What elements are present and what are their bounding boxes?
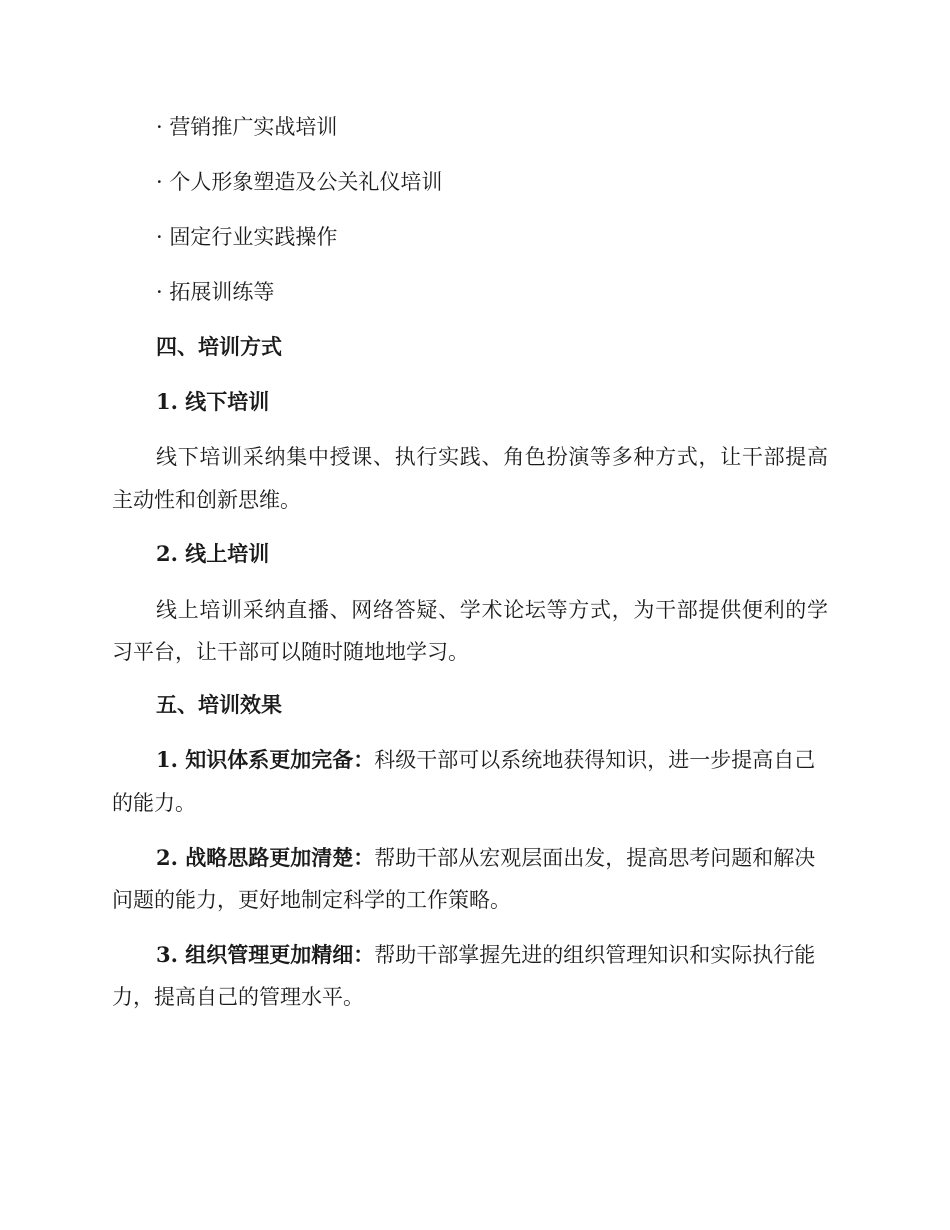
section-heading: 四、培训方式: [156, 334, 282, 359]
paragraph-line: 力，提高自己的管理水平。: [112, 985, 364, 1009]
effect-item: [156, 747, 815, 773]
subsection-title: 2. 线上培训: [156, 541, 270, 566]
effect-item: [156, 845, 815, 871]
paragraph-line: 线下培训采纳集中授课、执行实践、角色扮演等多种方式，让干部提高: [156, 445, 828, 469]
paragraph-line: 习平台，让干部可以随时随地地学习。: [112, 640, 469, 664]
paragraph-line: 线上培训采纳直播、网络答疑、学术论坛等方式，为干部提供便利的学: [156, 598, 828, 622]
section-heading: 五、培训效果: [156, 692, 282, 717]
effect-item-text: 帮助干部从宏观层面出发，提高思考问题和解决: [374, 846, 816, 870]
effect-item-text: 科级干部可以系统地获得知识，进一步提高自己: [374, 748, 816, 772]
effect-item-lead: 1. 知识体系更加完备：: [156, 747, 375, 772]
effect-item-lead: 3. 组织管理更加精细：: [156, 942, 375, 967]
effect-item-lead: 2. 战略思路更加清楚：: [156, 845, 375, 870]
subsection-title: 1. 线下培训: [156, 389, 270, 414]
paragraph-line: 问题的能力，更好地制定科学的工作策略。: [112, 888, 511, 912]
bullet-item: · 拓展训练等: [156, 280, 275, 304]
paragraph-line: 的能力。: [112, 791, 196, 815]
effect-item-text: 帮助干部掌握先进的组织管理知识和实际执行能: [374, 943, 816, 967]
bullet-item: · 固定行业实践操作: [156, 225, 338, 249]
bullet-item: · 营销推广实战培训: [156, 115, 338, 139]
bullet-item: · 个人形象塑造及公关礼仪培训: [156, 170, 443, 194]
paragraph-line: 主动性和创新思维。: [112, 488, 301, 512]
effect-item: [156, 942, 815, 968]
